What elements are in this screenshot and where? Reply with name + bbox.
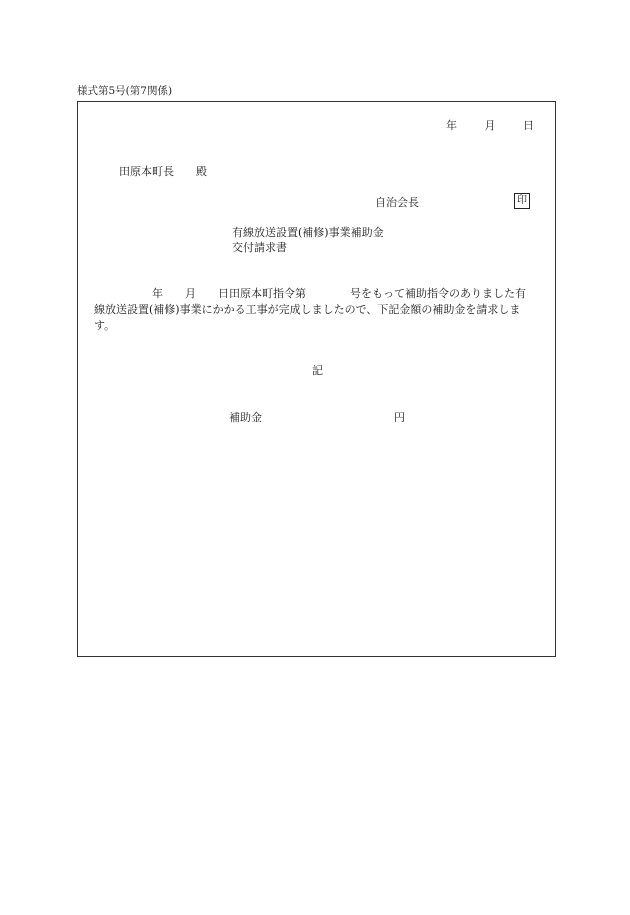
amount-unit: 円 [394,411,405,424]
seal-mark: 印 [514,193,530,209]
date-year: 年 [446,119,457,132]
body-line-3: す。 [94,319,116,332]
document-title-line2: 交付請求書 [232,241,287,254]
body-line-1: 年 月 日田原本町指令第 号をもって補助指令のありました有 [152,287,526,300]
addressee-honorific: 殿 [196,165,207,178]
ki-heading: 記 [312,364,323,377]
date-line [446,120,534,131]
sender-title: 自治会長 [375,196,419,209]
form-id-label: 様式第5号(第7関係) [77,85,173,97]
document-title-line1: 有線放送設置(補修)事業補助金 [232,226,384,239]
request-body [94,286,550,334]
body-line-2: 線放送設置(補修)事業にかかる工事が完成しましたので、下記金額の補助金を請求しま [94,303,521,316]
amount-label: 補助金 [229,411,262,424]
addressee-name: 田原本町長 [119,165,174,178]
form-frame [77,101,556,657]
date-month: 月 [484,119,496,132]
date-day: 日 [523,119,534,132]
addressee [119,166,207,177]
